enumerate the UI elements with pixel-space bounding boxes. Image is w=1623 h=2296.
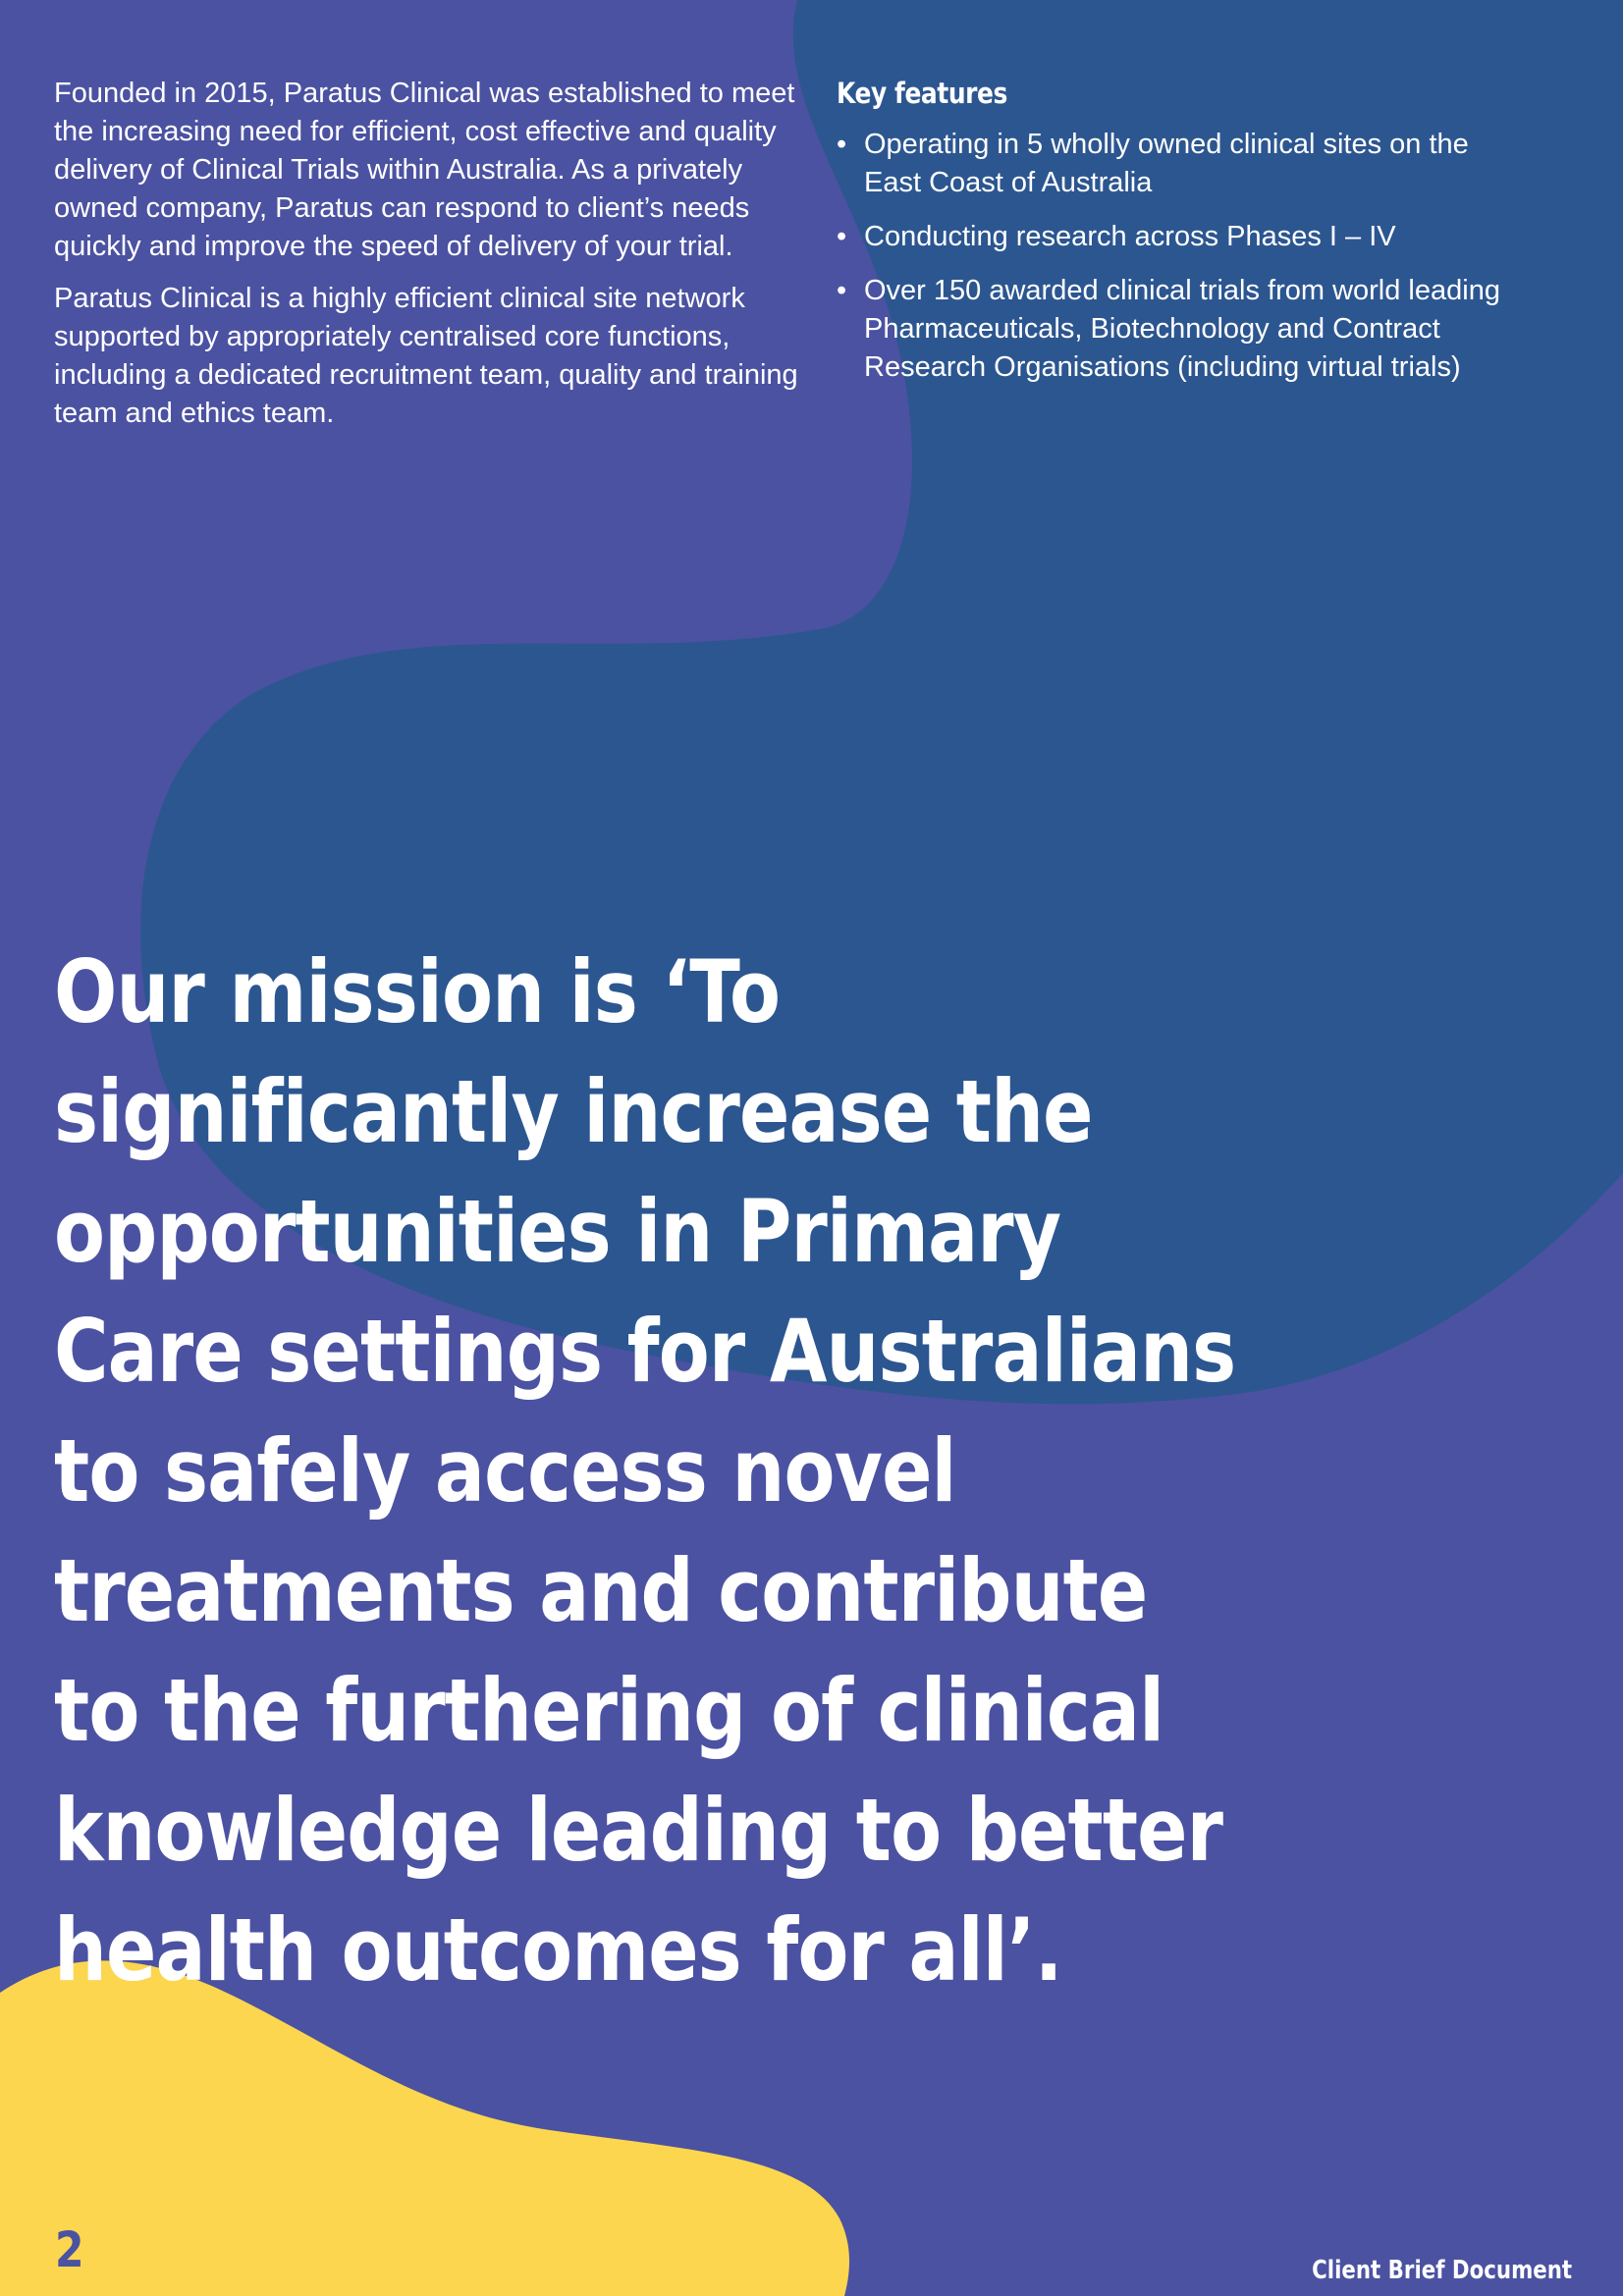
- bullet-icon: •: [837, 129, 847, 160]
- key-features-section: [837, 75, 1524, 402]
- mission-statement: Our mission is ‘To significantly increase the opportunities in Primary Care settings for Australians to safely access novel treatments and contribute to the furthering of clinical knowledge leading to better health outcomes for all’.: [54, 941, 1236, 2001]
- list-item: [837, 218, 1524, 256]
- yellow-blob-shape: [0, 1960, 849, 2296]
- list-item: [837, 126, 1524, 202]
- feature-text: Conducting research across Phases I – IV: [864, 221, 1396, 252]
- document-label: Client Brief Document: [1312, 2256, 1572, 2285]
- key-features-list: [837, 126, 1524, 387]
- key-features-heading: Key features: [837, 77, 1007, 110]
- intro-paragraph-2: Paratus Clinical is a highly efficient clinical site network supported by appropriately centralised core functions, including a dedicated recruitment team, quality and training team and ethics team.: [54, 283, 798, 429]
- page-number: 2: [55, 2221, 84, 2278]
- bullet-icon: •: [837, 221, 847, 252]
- intro-paragraph-1: Founded in 2015, Paratus Clinical was established to meet the increasing need for efficient, cost effective and quality delivery of Clinical Trials within Australia. As a privately owned company, Paratus can respond to client’s needs quickly and improve the speed of delivery of your trial.: [54, 78, 795, 262]
- bullet-icon: •: [837, 275, 847, 306]
- feature-text: Operating in 5 wholly owned clinical sites on the East Coast of Australia: [864, 129, 1469, 198]
- list-item: [837, 272, 1524, 387]
- feature-text: Over 150 awarded clinical trials from world leading Pharmaceuticals, Biotechnology and Contract Research Organisations (including virtual trials): [864, 275, 1500, 383]
- intro-section: [54, 75, 800, 447]
